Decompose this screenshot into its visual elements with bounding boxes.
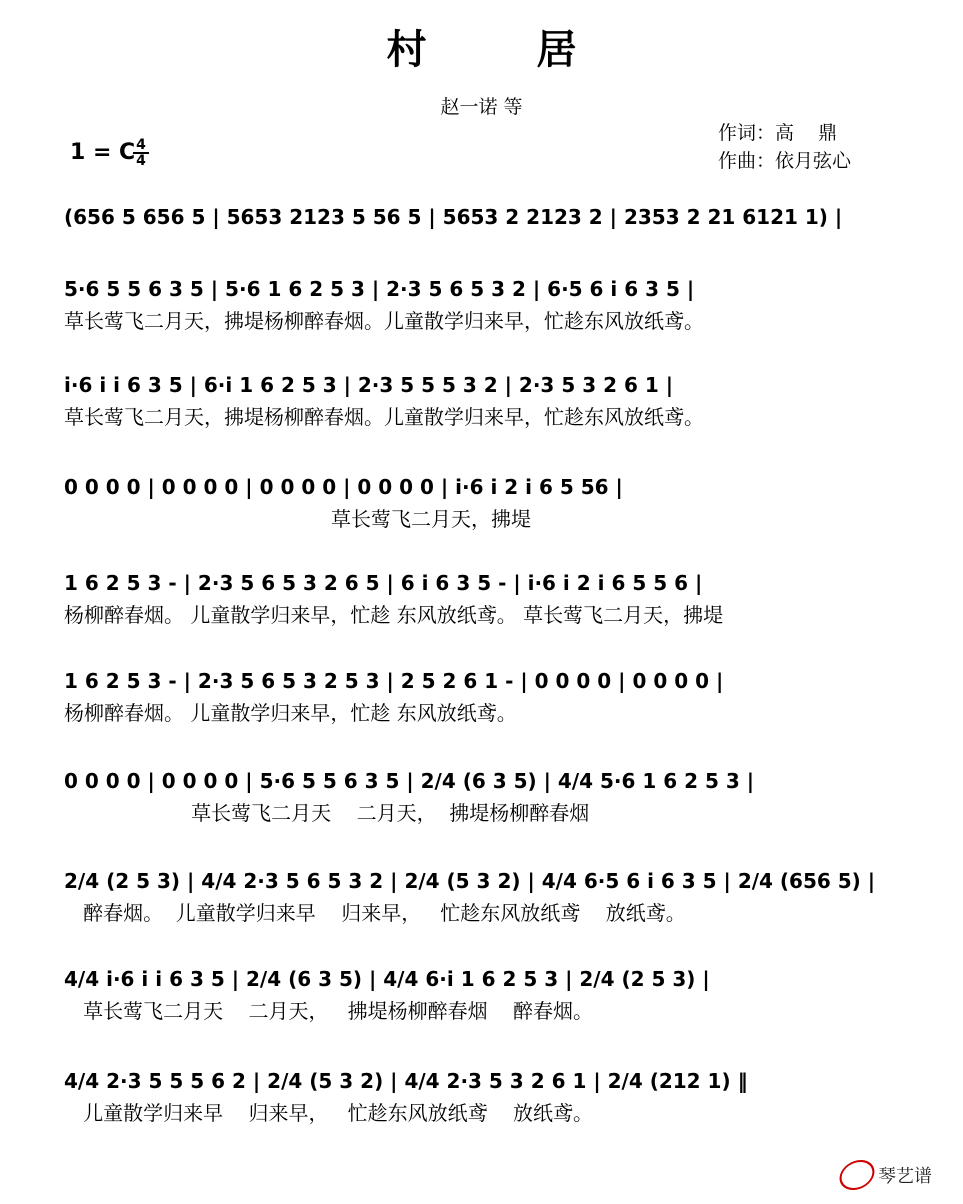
staff-line-8 bbox=[64, 864, 904, 928]
notation-row: 2/4 (2 5 3) | 4/4 2·3 5 6 5 3 2 | 2/4 (5 3 2) | 4/4 6·5 6 i 6 3 5 | 2/4 (656 5) | bbox=[64, 869, 876, 893]
staff-line-3 bbox=[64, 368, 904, 432]
notation-row: (656 5 656 5 | 5653 2123 5 56 5 | 5653 2 2123 2 | 2353 2 21 6121 1) | bbox=[64, 205, 843, 229]
song-title: 村 居 bbox=[386, 26, 625, 73]
lyricist-credit: 作词：高 鼎 bbox=[718, 122, 838, 144]
lyrics-row: 儿童散学归来早 归来早， 忙趁东风放纸鸢 放纸鸢。 bbox=[64, 1101, 594, 1125]
notation-row: 4/4 2·3 5 5 5 6 2 | 2/4 (5 3 2) | 4/4 2·3 5 3 2 6 1 | 2/4 (212 1) ‖ bbox=[64, 1069, 748, 1093]
lyrics-row: 杨柳醉春烟。 儿童散学归来早，忙趁 东风放纸鸢。 bbox=[64, 701, 517, 725]
lyrics-row: 杨柳醉春烟。 儿童散学归来早，忙趁 东风放纸鸢。 草长莺飞二月天，拂堤 bbox=[64, 603, 724, 627]
staff-line-10 bbox=[64, 1064, 904, 1128]
staff-line-2 bbox=[64, 272, 904, 336]
staff-line-4 bbox=[64, 470, 904, 534]
notation-row: 5·6 5 5 6 3 5 | 5·6 1 6 2 5 3 | 2·3 5 6 5 3 2 | 6·5 6 i 6 3 5 | bbox=[64, 277, 695, 301]
lyrics-row: 草长莺飞二月天 二月天， 拂堤杨柳醉春烟 bbox=[64, 801, 590, 825]
lyrics-row: 草长莺飞二月天，拂堤 bbox=[64, 507, 532, 531]
lyrics-row: 草长莺飞二月天 二月天， 拂堤杨柳醉春烟 醉春烟。 bbox=[64, 999, 594, 1023]
lyrics-row bbox=[64, 234, 904, 264]
staff-line-9 bbox=[64, 962, 904, 1026]
staff-line-6 bbox=[64, 664, 904, 728]
notation-row: 0 0 0 0 | 0 0 0 0 | 0 0 0 0 | 0 0 0 0 | i·6 i 2 i 6 5 56 | bbox=[64, 475, 623, 499]
watermark-text: 琴艺谱 bbox=[878, 1166, 932, 1187]
logo-icon bbox=[836, 1160, 878, 1190]
notation-row: i·6 i i 6 3 5 | 6·i 1 6 2 5 3 | 2·3 5 5 5 3 2 | 2·3 5 3 2 6 1 | bbox=[64, 373, 674, 397]
staff-line-5 bbox=[64, 566, 904, 630]
notation-row: 1 6 2 5 3 - | 2·3 5 6 5 3 2 5 3 | 2 5 2 6 1 - | 0 0 0 0 | 0 0 0 0 | bbox=[64, 669, 724, 693]
notation-row: 1 6 2 5 3 - | 2·3 5 6 5 3 2 6 5 | 6 i 6 3 5 - | i·6 i 2 i 6 5 5 6 | bbox=[64, 571, 703, 595]
staff-line-1 bbox=[64, 200, 904, 264]
lyrics-row: 醉春烟。 儿童散学归来早 归来早， 忙趁东风放纸鸢 放纸鸢。 bbox=[64, 901, 686, 925]
lyrics-row: 草长莺飞二月天，拂堤杨柳醉春烟。儿童散学归来早，忙趁东风放纸鸢。 bbox=[64, 405, 704, 429]
time-signature-denominator: 4 bbox=[136, 153, 146, 169]
watermark-logo bbox=[840, 1160, 932, 1190]
notation-row: 4/4 i·6 i i 6 3 5 | 2/4 (6 3 5) | 4/4 6·i 1 6 2 5 3 | 2/4 (2 5 3) | bbox=[64, 967, 710, 991]
time-signature bbox=[133, 138, 149, 168]
staff-line-7 bbox=[64, 764, 904, 828]
composer-credit: 作曲：依月弦心 bbox=[718, 150, 852, 172]
lyrics-row: 草长莺飞二月天，拂堤杨柳醉春烟。儿童散学归来早，忙趁东风放纸鸢。 bbox=[64, 309, 704, 333]
notation-row: 0 0 0 0 | 0 0 0 0 | 5·6 5 5 6 3 5 | 2/4 (6 3 5) | 4/4 5·6 1 6 2 5 3 | bbox=[64, 769, 755, 793]
time-signature-numerator: 4 bbox=[133, 138, 149, 154]
singer-credit: 赵一诺 等 bbox=[440, 96, 523, 118]
key-signature: 1 = C bbox=[70, 140, 136, 165]
